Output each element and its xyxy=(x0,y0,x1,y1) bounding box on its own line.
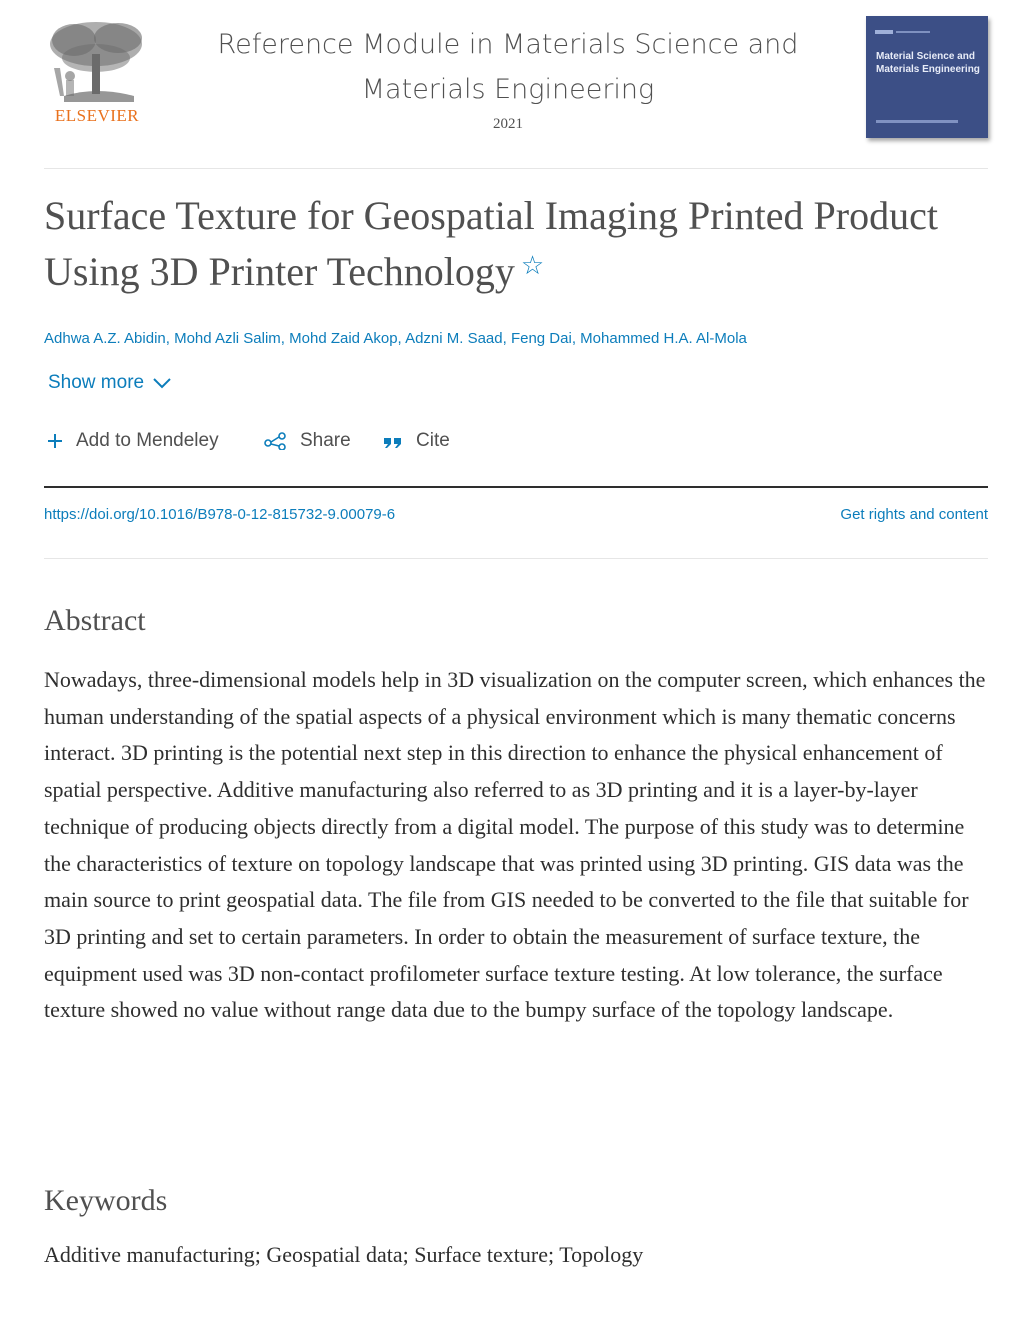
keyword-item[interactable]: Geospatial data; xyxy=(266,1242,409,1267)
cover-decoration xyxy=(875,30,893,34)
article-title xyxy=(44,188,974,300)
keywords-heading: Keywords xyxy=(44,1184,168,1217)
get-rights-link[interactable]: Get rights and content xyxy=(840,506,988,523)
abstract-heading: Abstract xyxy=(44,604,146,637)
keywords-list xyxy=(44,1242,643,1268)
author-list xyxy=(44,330,1004,347)
author-link[interactable]: Feng Dai, xyxy=(510,330,576,347)
keyword-item[interactable]: Surface texture; xyxy=(414,1242,555,1267)
journal-cover-image[interactable] xyxy=(866,16,988,138)
journal-title-link[interactable]: Reference Module in Materials Science and Materials Engineering xyxy=(217,29,799,105)
divider xyxy=(44,558,988,559)
keyword-item[interactable]: Additive manufacturing; xyxy=(44,1242,261,1267)
cite-label: Cite xyxy=(416,430,450,451)
cover-decoration xyxy=(876,120,958,123)
elsevier-tree-icon xyxy=(44,18,150,108)
author-link[interactable]: Mohammed H.A. Al-Mola xyxy=(580,330,747,347)
show-more-label: Show more xyxy=(48,372,145,393)
cite-button[interactable] xyxy=(382,430,450,452)
author-link[interactable]: Adhwa A.Z. Abidin, xyxy=(44,330,170,347)
cover-decoration xyxy=(896,31,930,33)
doi-link[interactable]: https://doi.org/10.1016/B978-0-12-815732-9.00079-6 xyxy=(44,506,396,523)
cover-title: Material Science and Materials Engineering xyxy=(876,51,980,75)
quote-icon xyxy=(382,432,404,450)
author-link[interactable]: Mohd Zaid Akop, xyxy=(289,330,402,347)
chevron-down-icon xyxy=(152,376,172,390)
show-more-button[interactable] xyxy=(48,372,172,394)
abstract-text: Nowadays, three-dimensional models help in 3D visualization on the computer screen, which enhances the human understanding of the spatial aspects of a physical environment which is many thematic concerns interact. 3D printing is the potential next step in this direction to enhance the physical enhancement of spatial perspective. Additive manufacturing also referred to as 3D printing and it is a layer-by-layer technique of producing objects directly from a digital model. The purpose of this study was to determine the characteristics of texture on topology landscape that was printed using 3D printing. GIS data was the main source to print geospatial data. The file from GIS needed to be converted to the file that suitable for 3D printing and set to certain parameters. In order to obtain the measurement of surface texture, the equipment used was 3D non-contact profilometer surface texture testing. At low tolerance, the surface texture showed no value without range data due to the bumpy surface of the topology landscape. xyxy=(44,667,986,1023)
divider xyxy=(44,486,988,488)
keyword-item[interactable]: Topology xyxy=(559,1242,644,1267)
share-icon xyxy=(264,432,288,450)
author-link[interactable]: Adzni M. Saad, xyxy=(405,330,507,347)
elsevier-logo[interactable] xyxy=(44,18,150,130)
plus-icon xyxy=(46,432,64,450)
author-link[interactable]: Mohd Azli Salim, xyxy=(174,330,285,347)
publication-year: 2021 xyxy=(493,116,523,132)
article-title-text: Surface Texture for Geospatial Imaging Printed Product Using 3D Printer Technology xyxy=(44,193,938,294)
add-to-mendeley-label: Add to Mendeley xyxy=(76,430,219,451)
add-to-mendeley-button[interactable] xyxy=(46,430,219,452)
share-button[interactable] xyxy=(264,430,351,452)
elsevier-wordmark: ELSEVIER xyxy=(54,106,140,125)
star-icon[interactable]: ☆ xyxy=(520,251,545,280)
share-label: Share xyxy=(300,430,351,451)
divider xyxy=(44,168,988,169)
